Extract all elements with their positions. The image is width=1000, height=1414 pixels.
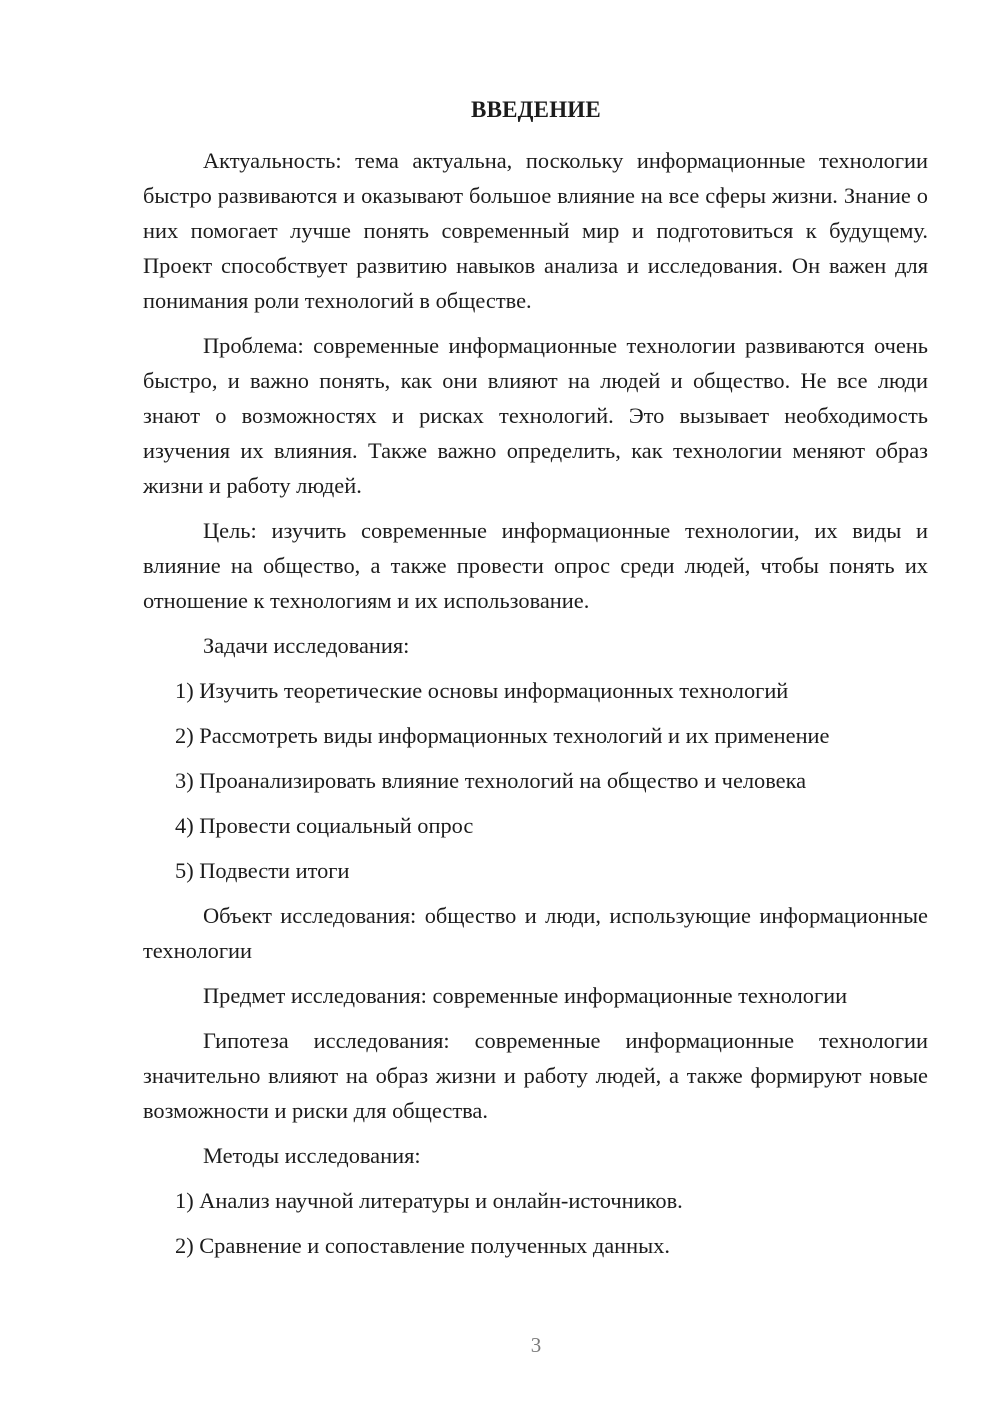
list-item: 5) Подвести итоги: [175, 858, 350, 883]
page-title: ВВЕДЕНИЕ: [471, 97, 601, 122]
document-body: [143, 143, 928, 1273]
page-number: 3: [530, 1333, 542, 1357]
methods-list: [143, 1183, 928, 1263]
list-item: 2) Рассмотреть виды информационных технологий и их применение: [175, 723, 830, 748]
object-paragraph: Объект исследования: общество и люди, использующие информационные технологии: [143, 903, 928, 963]
tasks-list: [143, 673, 928, 888]
list-item: 4) Провести социальный опрос: [175, 813, 474, 838]
list-item: 2) Сравнение и сопоставление полученных данных.: [175, 1233, 670, 1258]
subject-paragraph: Предмет исследования: современные информационные технологии: [203, 983, 848, 1008]
relevance-paragraph: Актуальность: тема актуальна, поскольку информационные технологии быстро развиваются и оказывают большое влияние на все сферы жизни. Знание о них помогает лучше понять современный мир и подготовиться к будущему. Проект способствует развитию навыков анализа и исследования. Он важен для понимания роли технологий в обществе.: [143, 148, 928, 313]
goal-paragraph: Цель: изучить современные информационные технологии, их виды и влияние на общество, а также провести опрос среди людей, чтобы понять их отношение к технологиям и их использование.: [143, 518, 928, 613]
tasks-title: Задачи исследования:: [203, 633, 410, 658]
list-item: 1) Анализ научной литературы и онлайн-источников.: [175, 1188, 683, 1213]
list-item: 3) Проанализировать влияние технологий на общество и человека: [175, 768, 807, 793]
list-item: 1) Изучить теоретические основы информационных технологий: [175, 678, 789, 703]
problem-paragraph: Проблема: современные информационные технологии развиваются очень быстро, и важно понять, как они влияют на людей и общество. Не все люди знают о возможностях и рисках технологий. Это вызывает необходимость изучения их влияния. Также важно определить, как технологии меняют образ жизни и работу людей.: [143, 333, 928, 498]
methods-title: Методы исследования:: [203, 1143, 421, 1168]
hypothesis-paragraph: Гипотеза исследования: современные информационные технологии значительно влияют на образ жизни и работу людей, а также формируют новые возможности и риски для общества.: [143, 1028, 928, 1123]
